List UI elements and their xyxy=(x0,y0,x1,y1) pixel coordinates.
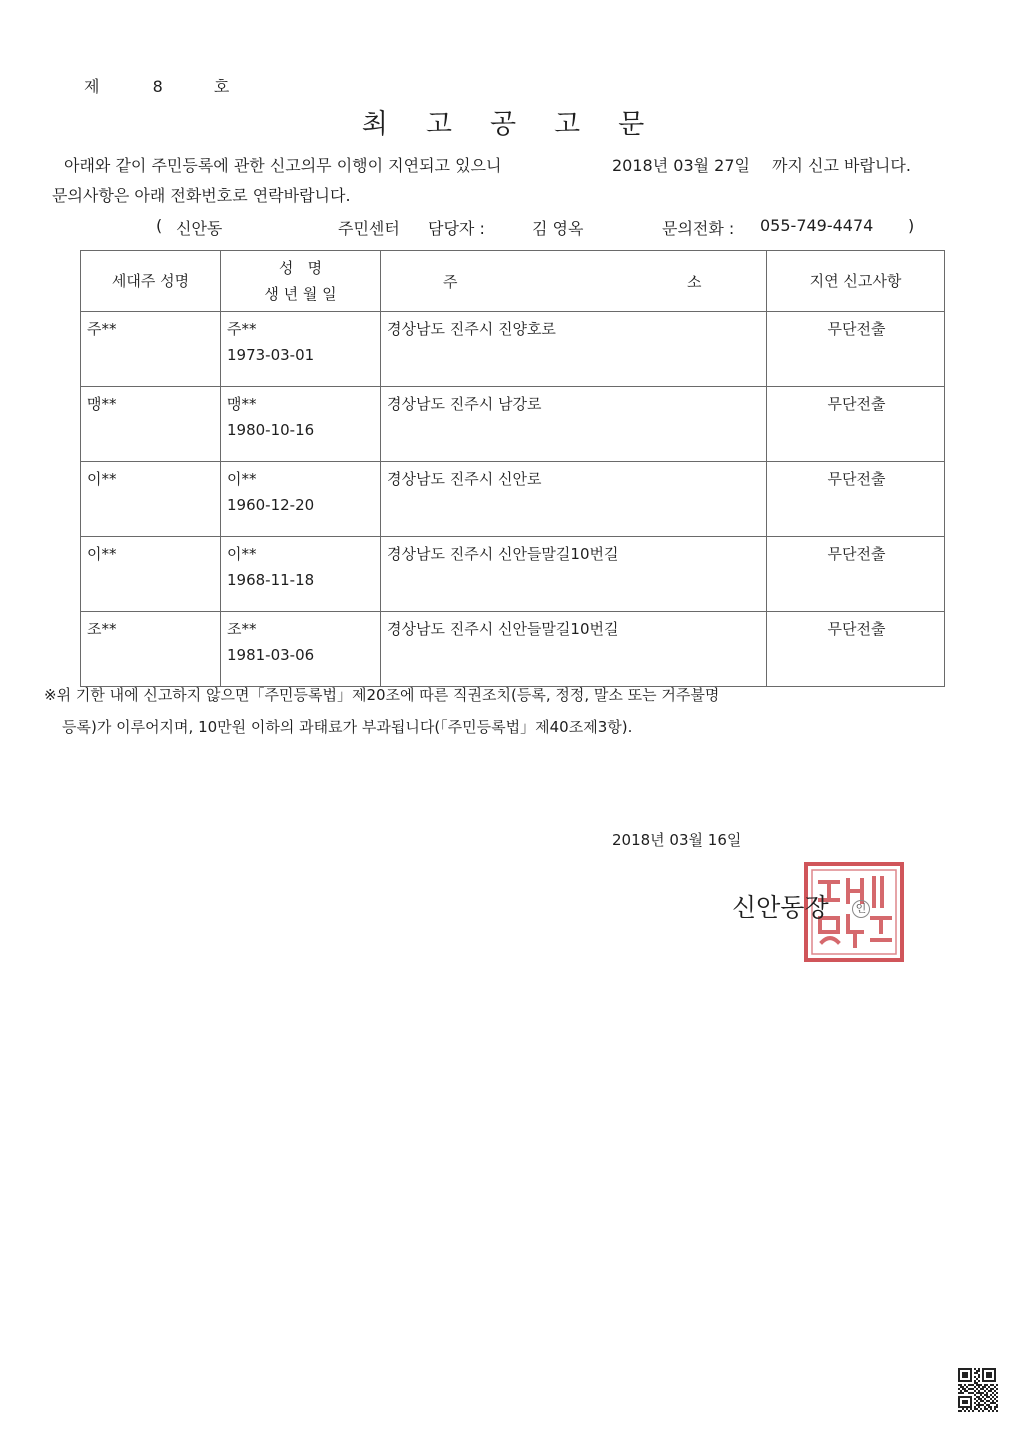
intro-line-1: 아래와 같이 주민등록에 관한 신고의무 이행이 지연되고 있으니 xyxy=(64,156,502,175)
cell-address: 경상남도 진주시 신안들말길10번길 xyxy=(381,612,767,687)
cell-householder: 맹** xyxy=(81,387,221,462)
header-status: 지연 신고사항 xyxy=(767,251,945,312)
cell-name: 조** xyxy=(227,620,257,638)
issue-number xyxy=(84,74,229,97)
cell-status: 무단전출 xyxy=(767,537,945,612)
cell-name: 이** xyxy=(227,470,257,488)
cell-status: 무단전출 xyxy=(767,387,945,462)
document-title: 최고공고문 xyxy=(361,109,683,140)
qr-code-icon xyxy=(958,1368,998,1412)
cell-name: 이** xyxy=(227,545,257,563)
cell-name: 맹** xyxy=(227,395,257,413)
cell-name-birth xyxy=(221,312,381,387)
header-birth: 생 년 월 일 xyxy=(264,285,337,303)
issue-number-value: 8 xyxy=(152,77,163,96)
header-address-b: 소 xyxy=(687,273,702,291)
cell-birth: 1981-03-06 xyxy=(227,646,315,664)
table-row xyxy=(81,312,945,387)
contact-phone: 055-749-4474 xyxy=(760,216,874,235)
cell-address: 경상남도 진주시 신안로 xyxy=(381,462,767,537)
cell-status: 무단전출 xyxy=(767,612,945,687)
cell-address: 경상남도 진주시 남강로 xyxy=(381,387,767,462)
table-row xyxy=(81,462,945,537)
issue-number-prefix: 제 xyxy=(84,77,100,96)
cell-status: 무단전출 xyxy=(767,312,945,387)
issue-number-suffix: 호 xyxy=(213,77,230,96)
cell-name-birth xyxy=(221,537,381,612)
cell-status: 무단전출 xyxy=(767,462,945,537)
cell-householder: 이** xyxy=(81,462,221,537)
cell-name-birth xyxy=(221,462,381,537)
header-address xyxy=(381,251,767,312)
cell-householder: 조** xyxy=(81,612,221,687)
cell-householder: 이** xyxy=(81,537,221,612)
cell-birth: 1973-03-01 xyxy=(227,346,315,364)
cell-birth: 1968-11-18 xyxy=(227,571,315,589)
cell-name-birth xyxy=(221,612,381,687)
contact-center: 주민센터 xyxy=(338,219,400,238)
signer-title: 신안동장 xyxy=(732,893,829,922)
contact-manager-label: 담당자 : xyxy=(428,219,485,238)
notice-table xyxy=(80,250,945,687)
footnote-line-1: ※위 기한 내에 신고하지 않으면「주민등록법」제20조에 따른 직권조치(등록, 정정, 말소 또는 거주불명 xyxy=(44,686,720,704)
contact-close-paren: ) xyxy=(908,216,915,235)
cell-address: 경상남도 진주시 신안들말길10번길 xyxy=(381,537,767,612)
table-row xyxy=(81,537,945,612)
header-householder: 세대주 성명 xyxy=(81,251,221,312)
header-name-birth xyxy=(221,251,381,312)
intro-line-2: 문의사항은 아래 전화번호로 연락바랍니다. xyxy=(52,186,351,205)
cell-name-birth xyxy=(221,387,381,462)
table-row xyxy=(81,612,945,687)
cell-householder: 주** xyxy=(81,312,221,387)
contact-phone-label: 문의전화 : xyxy=(662,219,735,238)
header-address-a: 주 xyxy=(443,273,458,291)
table-header-row xyxy=(81,251,945,312)
deadline-suffix: 까지 신고 바랍니다. xyxy=(772,156,911,175)
header-name: 성 명 xyxy=(278,259,323,277)
seal-mark: 인 xyxy=(852,900,870,918)
cell-birth: 1980-10-16 xyxy=(227,421,315,439)
table-row xyxy=(81,387,945,462)
cell-address: 경상남도 진주시 진양호로 xyxy=(381,312,767,387)
cell-name: 주** xyxy=(227,320,257,338)
contact-open-paren: ( xyxy=(156,216,163,235)
footnote-line-2: 등록)가 이루어지며, 10만원 이하의 과태료가 부과됩니다(「주민등록법」제40조제3항). xyxy=(62,718,633,736)
contact-manager-name: 김 영옥 xyxy=(532,219,584,238)
contact-dong: 신안동 xyxy=(176,219,223,238)
cell-birth: 1960-12-20 xyxy=(227,496,315,514)
issued-date: 2018년 03월 16일 xyxy=(612,831,742,849)
deadline-date: 2018년 03월 27일 xyxy=(612,156,750,175)
